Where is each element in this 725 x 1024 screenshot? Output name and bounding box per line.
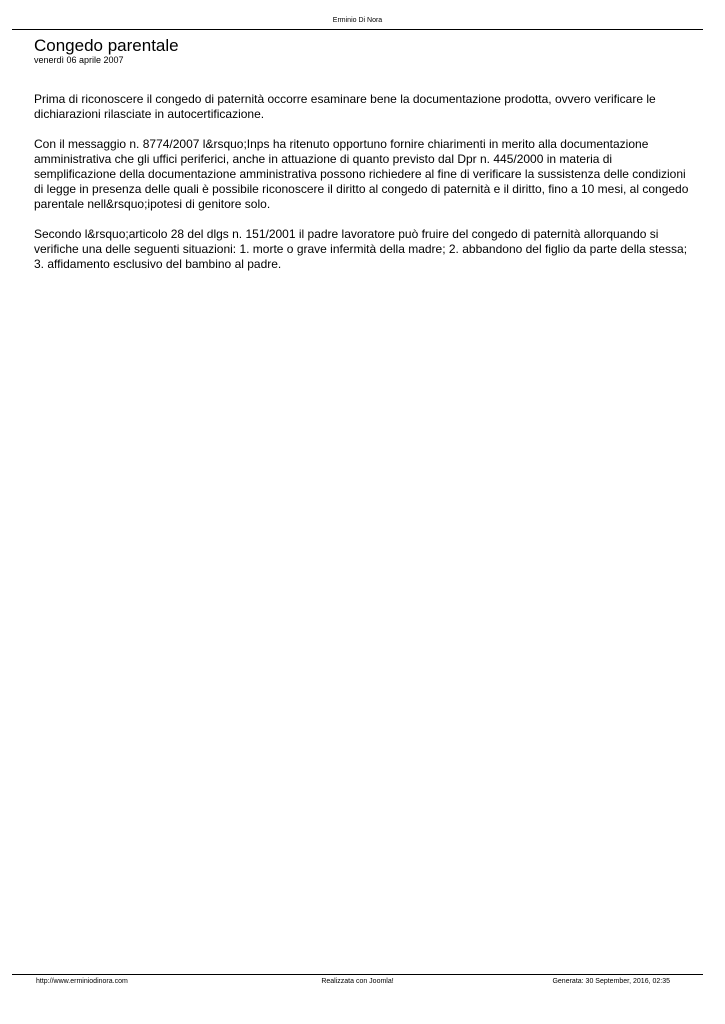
footer-generated-date: Generata: 30 September, 2016, 02:35 <box>552 978 670 985</box>
footer-url: http://www.erminiodinora.com <box>36 978 128 985</box>
article-paragraph-3: Secondo l&rsquo;articolo 28 del dlgs n. 151/2001 il padre lavoratore può fruire del congedo di paternità allorquando si verifiche una delle seguenti situazioni: 1. morte o grave infermità della madre; 2. abbandono del figlio da parte della stessa; 3. affidamento esclusivo del bambino al padre. <box>34 227 688 271</box>
site-footer <box>12 974 703 987</box>
article-title: Congedo parentale <box>34 36 179 55</box>
site-name: Erminio Di Nora <box>332 17 383 24</box>
footer-cms-credit: Realizzata con Joomla! <box>321 978 394 985</box>
article-date: venerdì 06 aprile 2007 <box>34 55 124 65</box>
site-header <box>12 14 703 30</box>
article-body <box>34 92 694 272</box>
article-paragraph-2: Con il messaggio n. 8774/2007 l&rsquo;Inps ha ritenuto opportuno fornire chiarimenti in merito alla documentazione amministrativa che gli uffici periferici, anche in attuazione di quanto previsto dal Dpr n. 445/2000 in materia di semplificazione della documentazione amministrativa possono richiedere al fine di verificare la sussistenza delle condizioni di legge in presenza delle quali è possibile riconoscere il diritto al congedo di paternità e il diritto, fino a 10 mesi, al congedo parentale nell&rsquo;ipotesi di genitore solo. <box>34 137 689 211</box>
article-paragraph-1: Prima di riconoscere il congedo di paternità occorre esaminare bene la documentazione prodotta, ovvero verificare le dichiarazioni rilasciate in autocertificazione. <box>34 92 656 121</box>
article <box>34 37 694 287</box>
